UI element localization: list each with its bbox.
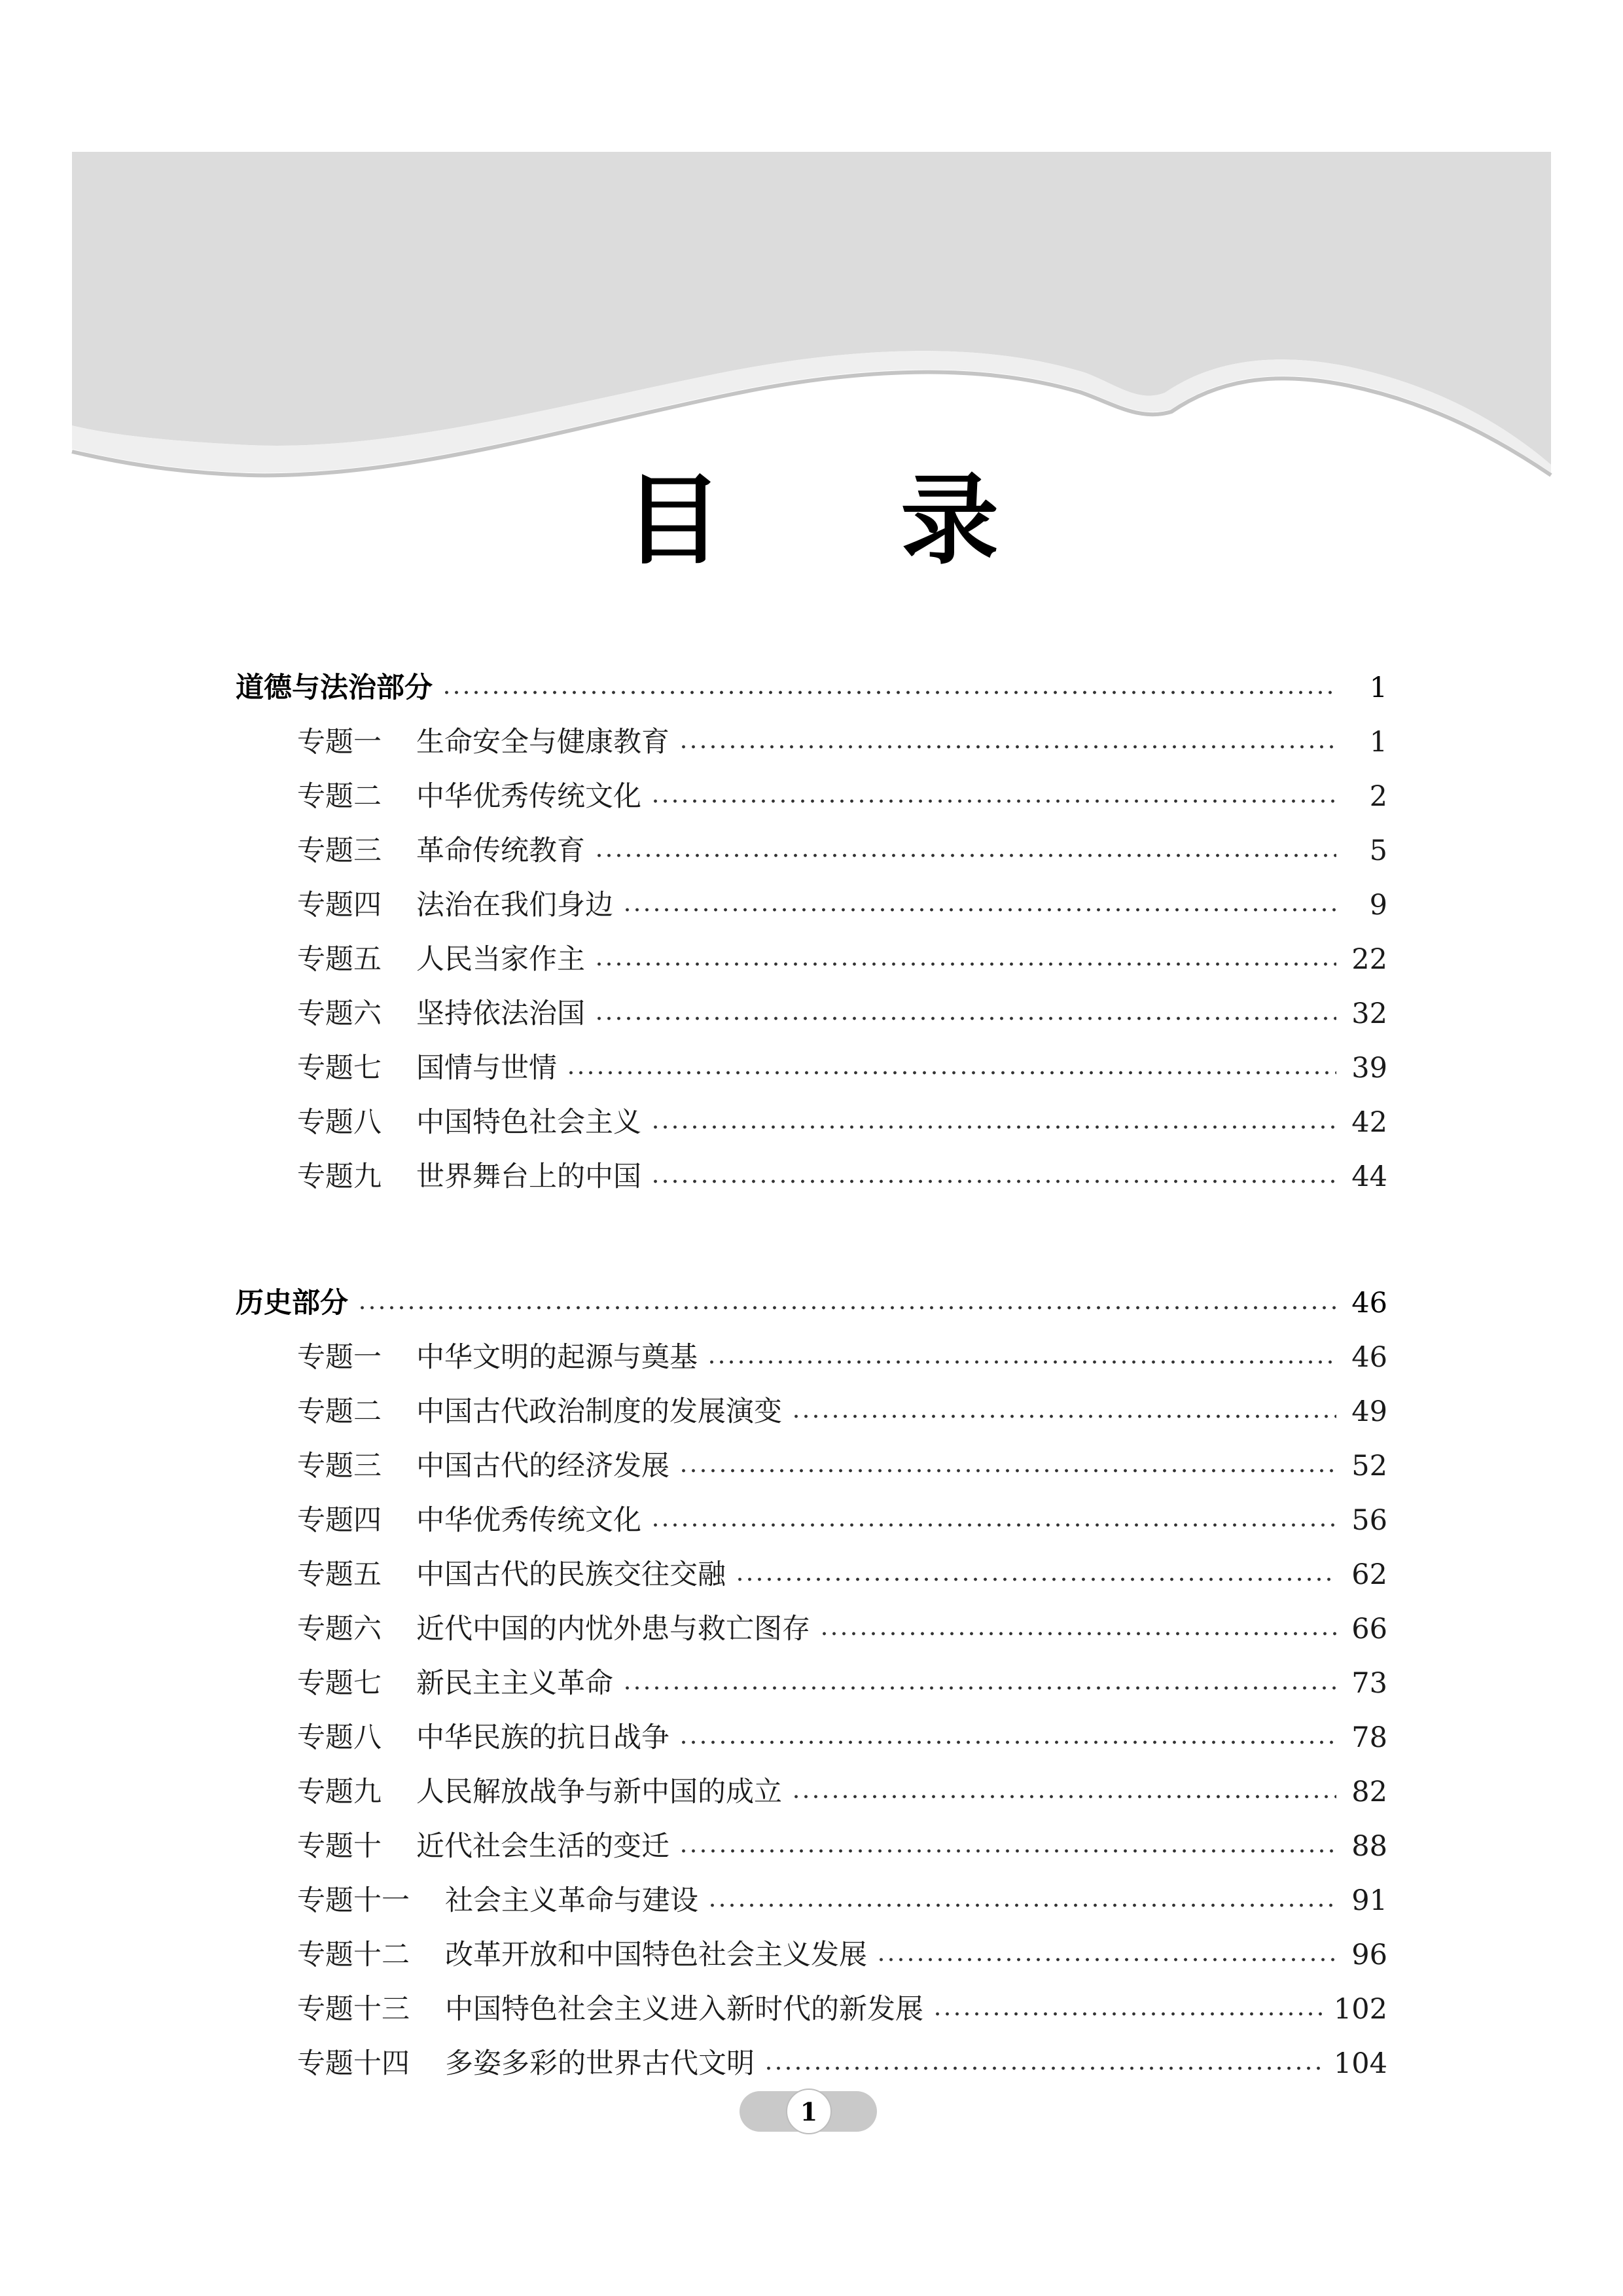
table-of-contents (236, 661, 1387, 2163)
toc-entry-title: 人民当家作主 (416, 943, 585, 976)
toc-entry-title: 中国特色社会主义进入新时代的新发展 (445, 1993, 923, 2026)
toc-entry[interactable] (236, 824, 1387, 878)
toc-page-number: 9 (1369, 889, 1387, 922)
toc-page-number: 49 (1351, 1395, 1387, 1428)
toc-entry[interactable] (236, 878, 1387, 933)
toc-entry[interactable] (236, 1041, 1387, 1096)
toc-entry[interactable] (236, 987, 1387, 1041)
dot-leader (442, 691, 1336, 694)
toc-page-number: 96 (1351, 1939, 1387, 1971)
toc-page-number: 73 (1351, 1667, 1387, 1700)
toc-entry-title: 国情与世情 (416, 1052, 557, 1085)
toc-entry-number: 专题二 (297, 1395, 382, 1428)
toc-entry[interactable] (236, 1494, 1387, 1548)
toc-page-number: 1 (1369, 672, 1387, 704)
toc-entry[interactable] (236, 2037, 1387, 2091)
toc-page-number: 52 (1351, 1450, 1387, 1482)
dot-leader (622, 908, 1336, 912)
toc-page-number: 42 (1351, 1106, 1387, 1139)
toc-entry-title: 中华民族的抗日战争 (416, 1721, 669, 1754)
toc-entry[interactable] (236, 1602, 1387, 1657)
toc-entry[interactable] (236, 715, 1387, 770)
toc-entry-number: 专题二 (297, 780, 382, 813)
toc-entry-number: 专题三 (297, 834, 382, 867)
toc-page-number: 32 (1351, 997, 1387, 1030)
toc-entry-title: 近代社会生活的变迁 (416, 1830, 669, 1863)
toc-entry-number: 专题三 (297, 1450, 382, 1482)
toc-entry[interactable] (236, 1331, 1387, 1385)
toc-entry-number: 专题十 (297, 1830, 382, 1863)
dot-leader (594, 853, 1336, 857)
toc-entry-title: 新民主主义革命 (416, 1667, 613, 1700)
dot-leader (594, 1016, 1336, 1020)
page-number: 1 (786, 2089, 832, 2134)
dot-leader (679, 1740, 1336, 1744)
page-title: 目 录 (624, 463, 1071, 578)
toc-entry-number: 专题七 (297, 1052, 382, 1085)
toc-entry[interactable] (236, 1820, 1387, 1874)
toc-page-number: 88 (1351, 1830, 1387, 1863)
toc-page-number: 44 (1351, 1160, 1387, 1193)
toc-entry-title: 中国古代的经济发展 (416, 1450, 669, 1482)
toc-part-label: 道德与法治部分 (236, 672, 433, 704)
toc-entry-number: 专题一 (297, 1341, 382, 1374)
toc-entry-number: 专题十一 (297, 1884, 410, 1917)
dot-leader (679, 1849, 1336, 1853)
dot-leader (876, 1958, 1336, 1962)
page-number-badge (740, 2091, 877, 2132)
toc-entry[interactable] (236, 933, 1387, 987)
toc-entry[interactable] (236, 1657, 1387, 1711)
toc-entry-title: 中国特色社会主义 (416, 1106, 641, 1139)
toc-entry-number: 专题四 (297, 1504, 382, 1537)
toc-entry-number: 专题十四 (297, 2047, 410, 2080)
toc-entry[interactable] (236, 1385, 1387, 1439)
dot-leader (819, 1632, 1336, 1636)
toc-entry-number: 专题一 (297, 726, 382, 759)
dot-leader (679, 1469, 1336, 1473)
toc-entry-number: 专题九 (297, 1160, 382, 1193)
toc-page-number: 91 (1351, 1884, 1387, 1917)
dot-leader (566, 1071, 1336, 1075)
dot-leader (594, 962, 1336, 966)
dot-leader (707, 1360, 1336, 1364)
toc-entry-title: 中国古代政治制度的发展演变 (416, 1395, 782, 1428)
toc-page-number: 62 (1351, 1558, 1387, 1591)
toc-page-number: 46 (1351, 1341, 1387, 1374)
toc-page-number: 22 (1351, 943, 1387, 976)
toc-section-morality-law (236, 661, 1387, 1204)
toc-page-number: 82 (1351, 1776, 1387, 1808)
toc-entry-number: 专题八 (297, 1721, 382, 1754)
toc-part-label: 历史部分 (236, 1287, 348, 1319)
toc-entry[interactable] (236, 1982, 1387, 2037)
toc-page-number: 39 (1351, 1052, 1387, 1085)
dot-leader (357, 1306, 1336, 1310)
dot-leader (651, 1179, 1336, 1183)
toc-entry[interactable] (236, 1439, 1387, 1494)
toc-entry-number: 专题八 (297, 1106, 382, 1139)
toc-entry-title: 中国古代的民族交往交融 (416, 1558, 726, 1591)
dot-leader (791, 1414, 1336, 1418)
toc-entry[interactable] (236, 1874, 1387, 1928)
dot-leader (622, 1686, 1336, 1690)
toc-entry[interactable] (236, 1928, 1387, 1982)
toc-entry-title: 中华优秀传统文化 (416, 1504, 641, 1537)
toc-section-history (236, 1276, 1387, 2091)
toc-part-row[interactable] (236, 661, 1387, 715)
toc-entry-title: 近代中国的内忧外患与救亡图存 (416, 1613, 810, 1645)
toc-page-number: 46 (1351, 1287, 1387, 1319)
toc-entry-number: 专题五 (297, 1558, 382, 1591)
toc-page-number: 66 (1351, 1613, 1387, 1645)
header-wave-banner (0, 0, 1623, 497)
dot-leader (791, 1795, 1336, 1799)
toc-entry[interactable] (236, 770, 1387, 824)
toc-entry-title: 多姿多彩的世界古代文明 (445, 2047, 755, 2080)
dot-leader (933, 2012, 1322, 2016)
toc-page-number: 5 (1369, 834, 1387, 867)
toc-entry-number: 专题六 (297, 1613, 382, 1645)
toc-entry-title: 法治在我们身边 (416, 889, 613, 922)
toc-page-number: 2 (1369, 780, 1387, 813)
toc-page-number: 104 (1333, 2047, 1387, 2080)
dot-leader (679, 745, 1336, 749)
toc-part-row[interactable] (236, 1276, 1387, 1331)
dot-leader (651, 799, 1336, 803)
dot-leader (651, 1125, 1336, 1129)
toc-page-number: 1 (1369, 726, 1387, 759)
toc-entry-title: 革命传统教育 (416, 834, 585, 867)
toc-entry-title: 中华文明的起源与奠基 (416, 1341, 698, 1374)
toc-entry-number: 专题四 (297, 889, 382, 922)
toc-entry-number: 专题五 (297, 943, 382, 976)
toc-entry-number: 专题九 (297, 1776, 382, 1808)
dot-leader (764, 2066, 1322, 2070)
toc-entry[interactable] (236, 1150, 1387, 1204)
dot-leader (707, 1903, 1336, 1907)
toc-entry-title: 人民解放战争与新中国的成立 (416, 1776, 782, 1808)
toc-entry-number: 专题十三 (297, 1993, 410, 2026)
toc-entry[interactable] (236, 1711, 1387, 1765)
dot-leader (651, 1523, 1336, 1527)
toc-entry[interactable] (236, 1096, 1387, 1150)
toc-entry-title: 坚持依法治国 (416, 997, 585, 1030)
toc-entry-title: 改革开放和中国特色社会主义发展 (445, 1939, 867, 1971)
toc-entry[interactable] (236, 1548, 1387, 1602)
toc-entry-title: 世界舞台上的中国 (416, 1160, 641, 1193)
toc-entry-title: 社会主义革命与建设 (445, 1884, 698, 1917)
toc-entry-title: 生命安全与健康教育 (416, 726, 669, 759)
toc-page-number: 102 (1333, 1993, 1387, 2026)
toc-entry-title: 中华优秀传统文化 (416, 780, 641, 813)
dot-leader (735, 1577, 1336, 1581)
toc-entry-number: 专题七 (297, 1667, 382, 1700)
toc-page-number: 78 (1351, 1721, 1387, 1754)
toc-entry-number: 专题十二 (297, 1939, 410, 1971)
toc-entry[interactable] (236, 1765, 1387, 1820)
toc-entry-number: 专题六 (297, 997, 382, 1030)
toc-page-number: 56 (1351, 1504, 1387, 1537)
